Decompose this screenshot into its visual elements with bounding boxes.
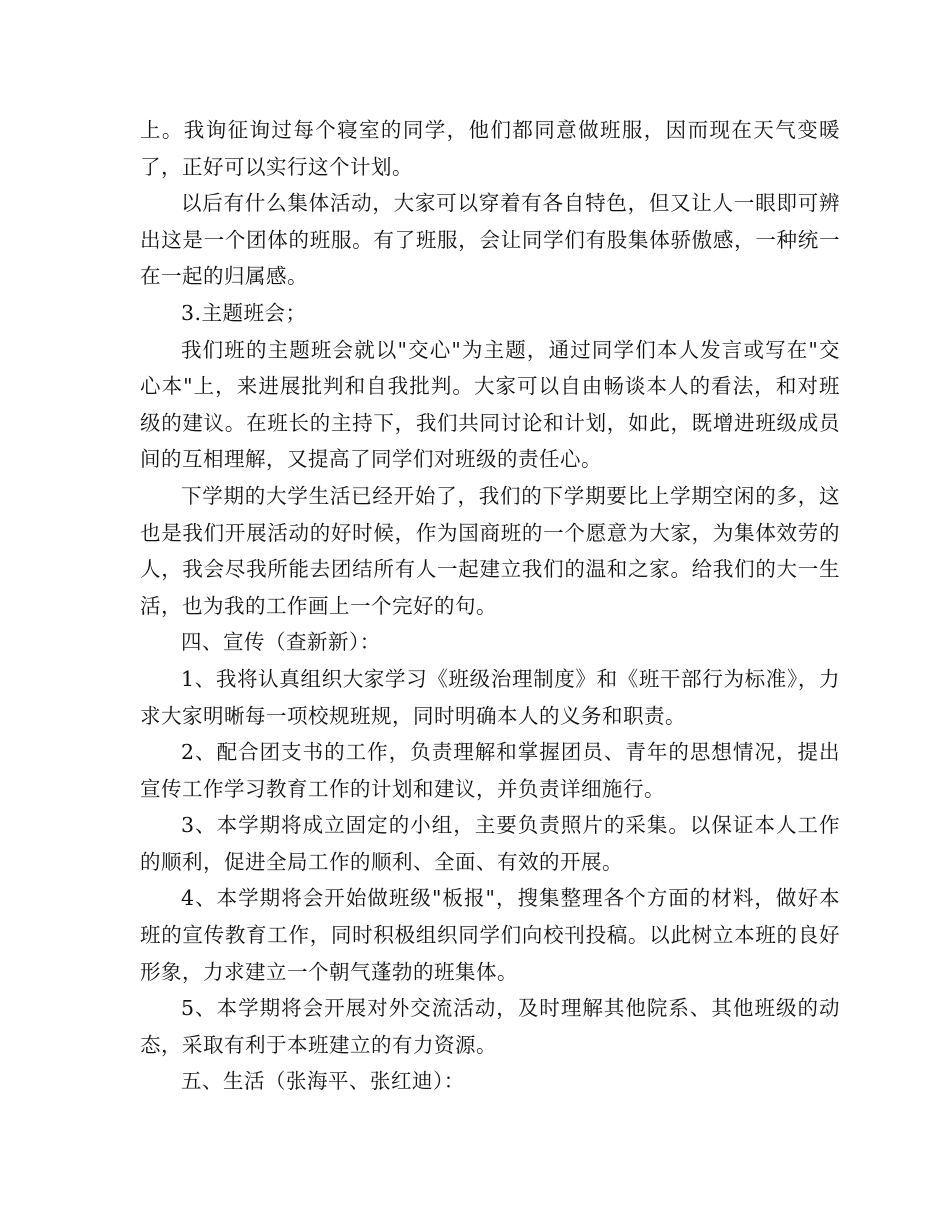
document-body bbox=[140, 112, 840, 1100]
paragraph-theme-class-meeting: 我们班的主题班会就以"交心"为主题，通过同学们本人发言或写在"交心本"上，来进展批判和自我批判。大家可以自由畅谈本人的看法，和对班级的建议。在班长的主持下，我们共同讨论和计划，如此，既增进班级成员间的互相理解，又提高了同学们对班级的责任心。 bbox=[140, 337, 840, 472]
paragraph-continuation: 上。我询征询过每个寝室的同学，他们都同意做班服，因而现在天气变暖了，正好可以实行这个计划。 bbox=[140, 118, 840, 179]
list-item-publicity-5: 5、本学期将会开展对外交流活动，及时理解其他院系、其他班级的动态，采取有利于本班建立的有力资源。 bbox=[140, 996, 840, 1057]
heading-publicity: 四、宣传（查新新）： bbox=[181, 630, 381, 655]
list-item-publicity-1: 1、我将认真组织大家学习《班级治理制度》和《班干部行为标准》，力求大家明晰每一项校规班规，同时明确本人的义务和职责。 bbox=[140, 666, 840, 728]
list-item-publicity-4: 4、本学期将会开始做班级"板报"，搜集整理各个方面的材料，做好本班的宣传教育工作，同时积极组织同学们向校刊投稿。以此树立本班的良好形象，力求建立一个朝气蓬勃的班集体。 bbox=[140, 886, 840, 984]
heading-theme-class-meeting: 3.主题班会； bbox=[181, 300, 307, 325]
list-item-publicity-3: 3、本学期将成立固定的小组，主要负责照片的采集。以保证本人工作的顺利，促进全局工作的顺利、全面、有效的开展。 bbox=[140, 813, 840, 874]
heading-life: 五、生活（张海平、张红迪）： bbox=[181, 1069, 465, 1094]
paragraph-next-semester: 下学期的大学生活已经开始了，我们的下学期要比上学期空闲的多，这也是我们开展活动的好时候，作为国商班的一个愿意为大家，为集体效劳的人，我会尽我所能去团结所有人一起建立我们的温和之家。给我们的大一生活，也为我的工作画上一个完好的句。 bbox=[140, 483, 840, 618]
paragraph-class-uniform-benefits: 以后有什么集体活动，大家可以穿着有各自特色，但又让人一眼即可辨出这是一个团体的班服。有了班服，会让同学们有股集体骄傲感，一种统一在一起的归属感。 bbox=[140, 191, 840, 289]
list-item-publicity-2: 2、配合团支书的工作，负责理解和掌握团员、青年的思想情况，提出宣传工作学习教育工作的计划和建议，并负责详细施行。 bbox=[140, 740, 840, 801]
